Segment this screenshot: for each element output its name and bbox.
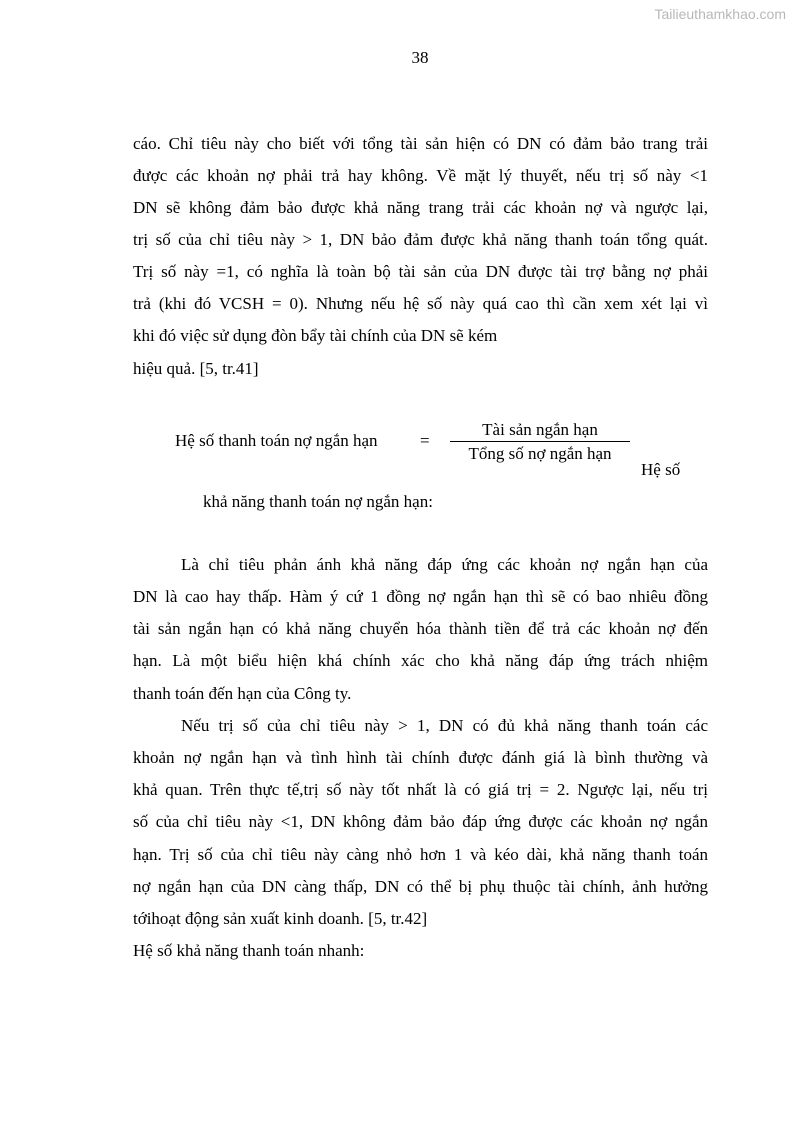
paragraph-line: hiệu quả. [5, tr.41] xyxy=(133,359,259,378)
paragraph-line: tớihoạt động sản xuất kinh doanh. [5, tr.42] xyxy=(133,909,428,928)
formula-label: Hệ số thanh toán nợ ngắn hạn xyxy=(175,431,378,450)
sub-heading: khả năng thanh toán nợ ngắn hạn: xyxy=(203,492,433,511)
paragraph-line: cáo. Chỉ tiêu này cho biết với tổng tài sản hiện có DN có đảm bảo trang trải xyxy=(133,134,708,153)
paragraph-line: Nếu trị số của chỉ tiêu này > 1, DN có đủ khả năng thanh toán các xyxy=(181,716,708,735)
paragraph-line: khoản nợ ngắn hạn và tình hình tài chính được đánh giá là bình thường và xyxy=(133,748,708,767)
formula-numerator: Tài sản ngắn hạn xyxy=(482,420,598,439)
paragraph-line: thanh toán đến hạn của Công ty. xyxy=(133,684,352,703)
paragraph-line: được các khoản nợ phải trả hay không. Về mặt lý thuyết, nếu trị số này <1 xyxy=(133,166,708,185)
paragraph-line: khả quan. Trên thực tế,trị số này tốt nhất là có giá trị = 2. Ngược lại, nếu trị xyxy=(133,780,708,799)
paragraph-line: hạn. Trị số của chỉ tiêu này càng nhỏ hơn 1 và kéo dài, khả năng thanh toán xyxy=(133,845,708,864)
paragraph-line: khi đó việc sử dụng đòn bẩy tài chính của DN sẽ kém xyxy=(133,326,498,345)
paragraph-line: hạn. Là một biểu hiện khá chính xác cho khả năng đáp ứng trách nhiệm xyxy=(133,651,708,670)
paragraph-line: nợ ngắn hạn của DN càng thấp, DN có thể bị phụ thuộc tài chính, ảnh hưởng xyxy=(133,877,708,896)
formula-denominator: Tổng số nợ ngắn hạn xyxy=(468,444,612,463)
watermark: Tailieuthamkhao.com xyxy=(654,6,786,22)
paragraph-line: DN sẽ không đảm bảo được khả năng trang trải các khoản nợ và ngược lại, xyxy=(133,198,708,217)
formula-equals: = xyxy=(420,431,430,450)
paragraph-line: trị số của chỉ tiêu này > 1, DN bảo đảm được khả năng thanh toán tổng quát. xyxy=(133,230,708,249)
formula-fraction xyxy=(450,420,630,464)
fraction-bar xyxy=(450,441,630,442)
paragraph-line: số của chỉ tiêu này <1, DN không đảm bảo đáp ứng được các khoản nợ ngắn xyxy=(133,812,708,831)
paragraph-line: trả (khi đó VCSH = 0). Nhưng nếu hệ số này quá cao thì cần xem xét lại vì xyxy=(133,294,708,313)
paragraph-line: tài sản ngắn hạn có khả năng chuyển hóa thành tiền để trả các khoản nợ đến xyxy=(133,619,708,638)
paragraph-line: DN là cao hay thấp. Hàm ý cứ 1 đồng nợ ngắn hạn thì sẽ có bao nhiêu đồng xyxy=(133,587,708,606)
paragraph-line: Trị số này =1, có nghĩa là toàn bộ tài sản của DN được tài trợ bằng nợ phải xyxy=(133,262,708,281)
formula-trailing-text: Hệ số xyxy=(641,460,681,479)
page-number: 38 xyxy=(411,48,429,67)
paragraph-line: Là chỉ tiêu phản ánh khả năng đáp ứng các khoản nợ ngắn hạn của xyxy=(181,555,708,574)
closing-heading: Hệ số khả năng thanh toán nhanh: xyxy=(133,941,365,960)
